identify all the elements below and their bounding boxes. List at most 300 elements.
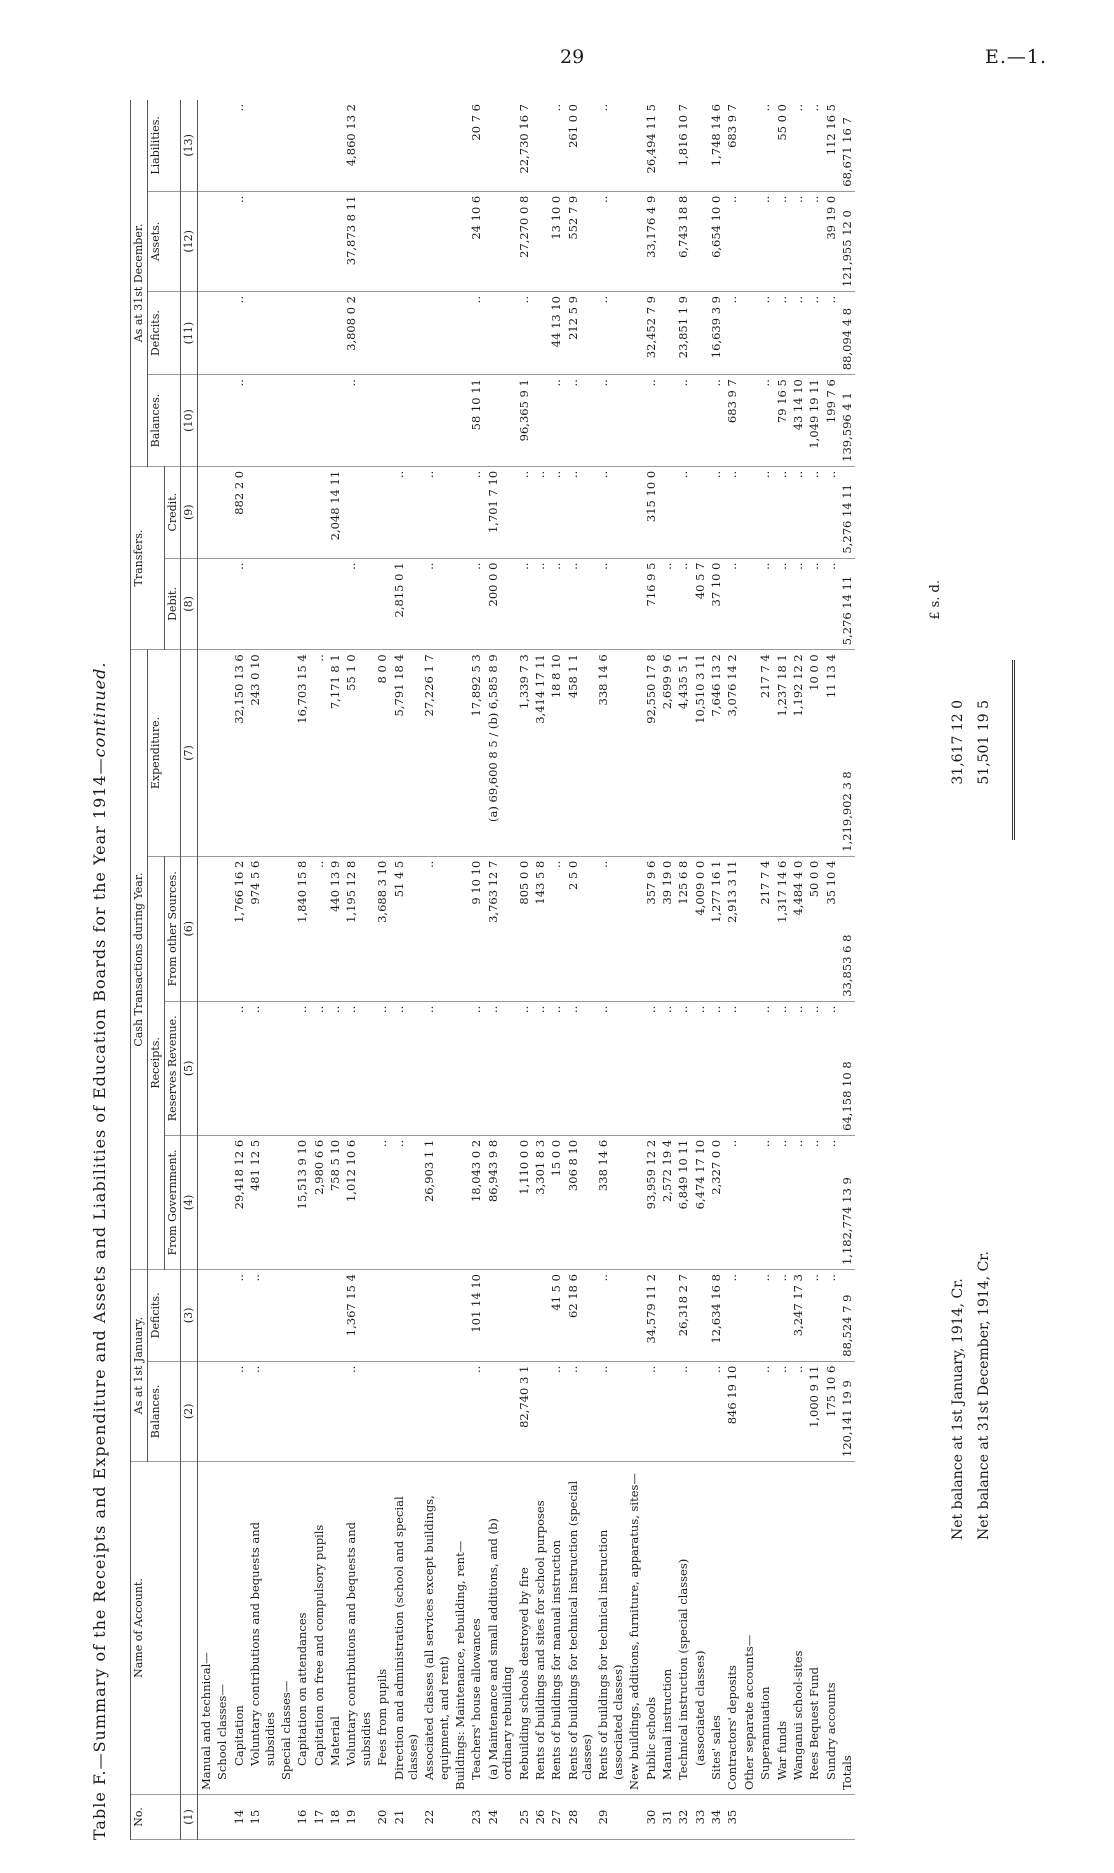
cell-from-other: 35 10 4 [823, 856, 839, 1001]
cell-dec-balances: .. [708, 375, 724, 467]
cell-from-other: 50 0 0 [806, 856, 822, 1001]
header-dec-balances: Balances. [147, 375, 181, 467]
account-name: Buildings: Maintenance, rebuilding, rent— [452, 1462, 468, 1795]
cell-from-other: 4,484 4 0 [790, 856, 806, 1001]
cell-dec-deficits: 23,851 1 9 [675, 292, 691, 375]
cell-jan-deficits [198, 1270, 215, 1362]
row-number: 31 [659, 1795, 675, 1840]
cell-expenditure [198, 650, 215, 856]
cell-assets [327, 191, 343, 291]
cell-jan-balances: .. [247, 1361, 278, 1461]
cell-dec-balances [214, 375, 230, 467]
cell-debit: .. [774, 558, 790, 650]
cell-credit: 315 10 0 [643, 466, 659, 558]
cell-liabilities: 20 7 6 [468, 100, 484, 191]
cell-credit: .. [823, 466, 839, 558]
cell-from-other: 143 5 8 [532, 856, 548, 1001]
table-row [708, 100, 724, 1840]
cell-reserves: .. [231, 1001, 247, 1135]
account-name: Rebuilding schools destroyed by fire [516, 1462, 532, 1795]
cell-dec-deficits: 212 5 9 [565, 292, 596, 375]
column-number-row [181, 100, 198, 1840]
totals-no [839, 1795, 855, 1840]
cell-credit: .. [757, 466, 773, 558]
cell-expenditure: 16,703 15 4 [294, 650, 310, 856]
account-name: Other separate accounts— [741, 1462, 757, 1795]
cell-reserves: .. [675, 1001, 691, 1135]
cell-jan-balances: .. [231, 1361, 247, 1461]
account-name: (a) Maintenance and small additions, and (b) ordinary rebuilding [485, 1462, 516, 1795]
account-name: Voluntary contributions and bequests and subsidies [247, 1462, 278, 1795]
total-expenditure: 1,219,902 3 8 [839, 650, 855, 856]
cell-jan-balances: 846 19 10 [724, 1361, 740, 1461]
header-liabilities: Liabilities. [147, 100, 181, 191]
cell-from-gov: 29,418 12 6 [231, 1135, 247, 1269]
cell-reserves: .. [774, 1001, 790, 1135]
cell-reserves [626, 1001, 642, 1135]
cell-credit: .. [806, 466, 822, 558]
cell-debit: .. [595, 558, 626, 650]
cell-assets: 39 19 0 [823, 191, 839, 291]
row-number [823, 1795, 839, 1840]
cell-credit: .. [421, 466, 452, 558]
cell-expenditure: 1,192 12 2 [790, 650, 806, 856]
cell-from-gov [198, 1135, 215, 1269]
table-row [311, 100, 327, 1840]
cell-dec-balances [485, 375, 516, 467]
cell-dec-balances [692, 375, 708, 467]
cell-debit [198, 558, 215, 650]
cell-debit [626, 558, 642, 650]
row-number [774, 1795, 790, 1840]
cell-expenditure: 17,892 5 3 [468, 650, 484, 856]
cell-liabilities: 22,730 16 7 [516, 100, 532, 191]
table-row [659, 100, 675, 1840]
cell-reserves: .. [532, 1001, 548, 1135]
cell-dec-balances: .. [343, 375, 374, 467]
cell-credit [741, 466, 757, 558]
cell-from-gov: 3,301 8 3 [532, 1135, 548, 1269]
cell-expenditure [626, 650, 642, 856]
cell-reserves [214, 1001, 230, 1135]
cell-reserves: .. [757, 1001, 773, 1135]
cell-jan-deficits [391, 1270, 422, 1362]
cell-liabilities [311, 100, 327, 191]
cell-from-gov: .. [790, 1135, 806, 1269]
cell-dec-balances: 1,049 19 11 [806, 375, 822, 467]
cell-jan-deficits: 101 14 10 [468, 1270, 484, 1362]
cell-debit: 40 5 7 [692, 558, 708, 650]
cell-liabilities [485, 100, 516, 191]
cell-assets [247, 191, 278, 291]
cell-liabilities: .. [806, 100, 822, 191]
table-row [294, 100, 310, 1840]
row-number: 20 [374, 1795, 390, 1840]
ledger-table [130, 100, 855, 1840]
account-name: Manual and technical— [198, 1462, 215, 1795]
col-num: (4) [181, 1135, 198, 1269]
cell-debit: .. [659, 558, 675, 650]
cell-from-other: 805 0 0 [516, 856, 532, 1001]
cell-jan-balances [327, 1361, 343, 1461]
header-from-gov: From Government. [164, 1135, 181, 1269]
total-dec-balances: 139,596 4 1 [839, 375, 855, 467]
cell-reserves: .. [247, 1001, 278, 1135]
cell-assets [626, 191, 642, 291]
cell-reserves: .. [485, 1001, 516, 1135]
cell-dec-deficits [391, 292, 422, 375]
cell-reserves: .. [708, 1001, 724, 1135]
row-number: 18 [327, 1795, 343, 1840]
row-number [198, 1795, 215, 1840]
cell-from-other [452, 856, 468, 1001]
cell-jan-deficits [278, 1270, 294, 1362]
cell-dec-deficits: .. [724, 292, 740, 375]
cell-credit [278, 466, 294, 558]
cell-from-gov: 758 5 10 [327, 1135, 343, 1269]
account-name: Teachers' house allowances [468, 1462, 484, 1795]
cell-from-gov: 26,903 1 1 [421, 1135, 452, 1269]
account-name: Material [327, 1462, 343, 1795]
col-num: (13) [181, 100, 198, 191]
cell-from-gov [214, 1135, 230, 1269]
header-no: No. [131, 1795, 181, 1840]
cell-assets: .. [774, 191, 790, 291]
cell-credit: .. [391, 466, 422, 558]
cell-from-gov: 481 12 5 [247, 1135, 278, 1269]
cell-jan-deficits [452, 1270, 468, 1362]
table-row [626, 100, 642, 1840]
cell-jan-balances: .. [675, 1361, 691, 1461]
cell-expenditure: .. [311, 650, 327, 856]
col-num: (12) [181, 191, 198, 291]
cell-credit: 1,701 7 10 [485, 466, 516, 558]
cell-dec-deficits [214, 292, 230, 375]
table-title [90, 100, 118, 1840]
cell-assets: 6,743 18 8 [675, 191, 691, 291]
cell-jan-deficits: 3,247 17 3 [790, 1270, 806, 1362]
table-row [806, 100, 822, 1840]
total-assets: 121,955 12 0 [839, 191, 855, 291]
header-jan-balances: Balances. [147, 1361, 181, 1461]
balance-dec-value: 51,501 19 5 [976, 700, 992, 785]
cell-debit [327, 558, 343, 650]
cell-liabilities: 55 0 0 [774, 100, 790, 191]
header-dec: As at 31st December. [131, 100, 148, 466]
cell-dec-deficits: 16,639 3 9 [708, 292, 724, 375]
cell-debit [741, 558, 757, 650]
cell-dec-deficits [327, 292, 343, 375]
cell-expenditure: 338 14 6 [595, 650, 626, 856]
header-expenditure: Expenditure. [147, 650, 181, 856]
cell-debit: .. [806, 558, 822, 650]
cell-liabilities [391, 100, 422, 191]
cell-liabilities [327, 100, 343, 191]
cell-liabilities: .. [231, 100, 247, 191]
cell-credit: .. [724, 466, 740, 558]
cell-jan-deficits [374, 1270, 390, 1362]
cell-debit [311, 558, 327, 650]
cell-jan-deficits [311, 1270, 327, 1362]
cell-jan-deficits: .. [247, 1270, 278, 1362]
cell-from-gov: .. [757, 1135, 773, 1269]
account-name: Superannuation [757, 1462, 773, 1795]
cell-liabilities [532, 100, 548, 191]
cell-dec-deficits [485, 292, 516, 375]
cell-reserves: .. [294, 1001, 310, 1135]
cell-assets [374, 191, 390, 291]
cell-credit: .. [675, 466, 691, 558]
cell-credit [311, 466, 327, 558]
cell-from-other: .. [548, 856, 564, 1001]
cell-debit: .. [343, 558, 374, 650]
table-row [231, 100, 247, 1840]
cell-dec-deficits [532, 292, 548, 375]
cell-assets: 33,176 4 9 [643, 191, 659, 291]
cell-jan-balances: .. [595, 1361, 626, 1461]
cell-expenditure: 32,150 13 6 [231, 650, 247, 856]
account-name: Rees Bequest Fund [806, 1462, 822, 1795]
header-credit: Credit. [164, 466, 181, 558]
cell-from-other [198, 856, 215, 1001]
cell-credit [198, 466, 215, 558]
cell-dec-balances: 199 7 6 [823, 375, 839, 467]
cell-debit: .. [790, 558, 806, 650]
cell-from-other: 39 19 0 [659, 856, 675, 1001]
account-name: Fees from pupils [374, 1462, 390, 1795]
cell-from-other: 1,840 15 8 [294, 856, 310, 1001]
cell-liabilities [659, 100, 675, 191]
row-number: 21 [391, 1795, 422, 1840]
cell-dec-deficits [311, 292, 327, 375]
cell-from-other: 51 4 5 [391, 856, 422, 1001]
cell-assets: .. [724, 191, 740, 291]
cell-reserves: .. [823, 1001, 839, 1135]
cell-jan-deficits: 26,318 2 7 [675, 1270, 691, 1362]
account-name: Rents of buildings for technical instruction (special classes) [565, 1462, 596, 1795]
cell-reserves [452, 1001, 468, 1135]
cell-assets [278, 191, 294, 291]
cell-debit: .. [565, 558, 596, 650]
cell-jan-balances [741, 1361, 757, 1461]
cell-debit: 2,815 0 1 [391, 558, 422, 650]
cell-dec-deficits: .. [806, 292, 822, 375]
cell-reserves: .. [790, 1001, 806, 1135]
cell-credit: .. [516, 466, 532, 558]
cell-from-gov: .. [806, 1135, 822, 1269]
account-name: Manual instruction [659, 1462, 675, 1795]
cell-jan-deficits: .. [757, 1270, 773, 1362]
table-row [516, 100, 532, 1840]
cell-liabilities [452, 100, 468, 191]
cell-from-gov: 2,980 6 6 [311, 1135, 327, 1269]
cell-liabilities [247, 100, 278, 191]
header-dec-deficits: Deficits. [147, 292, 181, 375]
row-number: 16 [294, 1795, 310, 1840]
cell-assets [214, 191, 230, 291]
cell-jan-deficits [327, 1270, 343, 1362]
balance-jan-label: Net balance at 1st January, 1914, Cr. [950, 1278, 966, 1540]
cell-expenditure [452, 650, 468, 856]
cell-from-other: 1,766 16 2 [231, 856, 247, 1001]
cell-from-gov: 6,474 17 10 [692, 1135, 708, 1269]
cell-credit: .. [468, 466, 484, 558]
cell-expenditure [741, 650, 757, 856]
cell-reserves: .. [595, 1001, 626, 1135]
cell-jan-deficits [692, 1270, 708, 1362]
cell-dec-balances [278, 375, 294, 467]
account-name: Wanganui school-sites [790, 1462, 806, 1795]
account-name: War funds [774, 1462, 790, 1795]
cell-from-other: 9 10 10 [468, 856, 484, 1001]
cell-debit [214, 558, 230, 650]
cell-debit [374, 558, 390, 650]
account-name: New buildings, additions, furniture, apparatus, sites— [626, 1462, 642, 1795]
header-from-other: From other Sources. [164, 856, 181, 1001]
cell-from-gov: 6,849 10 11 [675, 1135, 691, 1269]
cell-from-other: 440 13 9 [327, 856, 343, 1001]
cell-jan-deficits: .. [823, 1270, 839, 1362]
cell-dec-deficits: 32,452 7 9 [643, 292, 659, 375]
cell-jan-deficits [421, 1270, 452, 1362]
cell-jan-balances [452, 1361, 468, 1461]
row-number [214, 1795, 230, 1840]
ledger-body [198, 100, 840, 1840]
cell-expenditure: 10 0 0 [806, 650, 822, 856]
row-number [757, 1795, 773, 1840]
table-row [198, 100, 215, 1840]
cell-jan-balances [421, 1361, 452, 1461]
cell-jan-deficits: .. [595, 1270, 626, 1362]
cell-credit [452, 466, 468, 558]
cell-jan-balances [278, 1361, 294, 1461]
cell-assets [294, 191, 310, 291]
cell-debit: .. [675, 558, 691, 650]
row-number: 30 [643, 1795, 659, 1840]
cell-debit [294, 558, 310, 650]
rotated-table-page [90, 100, 1090, 1840]
cell-debit: 716 9 5 [643, 558, 659, 650]
cell-liabilities: 683 9 7 [724, 100, 740, 191]
cell-jan-balances: .. [774, 1361, 790, 1461]
table-title-text: Table F.—Summary of the Receipts and Expenditure and Assets and Liabilities of Education Boards for the Year 1914— [90, 757, 109, 1840]
cell-assets [452, 191, 468, 291]
cell-dec-deficits [374, 292, 390, 375]
cell-from-other: 3,688 3 10 [374, 856, 390, 1001]
cell-jan-deficits [516, 1270, 532, 1362]
cell-from-other: 357 9 6 [643, 856, 659, 1001]
cell-from-other: 1,317 14 6 [774, 856, 790, 1001]
cell-from-gov: .. [374, 1135, 390, 1269]
cell-liabilities: 1,816 10 7 [675, 100, 691, 191]
row-number: 26 [532, 1795, 548, 1840]
cell-dec-deficits: .. [231, 292, 247, 375]
cell-reserves: .. [659, 1001, 675, 1135]
table-row [675, 100, 691, 1840]
table-row [391, 100, 422, 1840]
cell-from-other: .. [421, 856, 452, 1001]
table-row [823, 100, 839, 1840]
account-name: Contractors' deposits [724, 1462, 740, 1795]
totals-label: Totals [839, 1462, 855, 1795]
cell-jan-deficits [294, 1270, 310, 1362]
cell-jan-balances: .. [757, 1361, 773, 1461]
account-name: Rents of buildings and sites for school purposes [532, 1462, 548, 1795]
cell-debit: .. [516, 558, 532, 650]
cell-from-gov: .. [823, 1135, 839, 1269]
table-row [790, 100, 806, 1840]
page-number: 29 [560, 46, 585, 68]
cell-from-gov: 2,572 19 4 [659, 1135, 675, 1269]
cell-debit: .. [532, 558, 548, 650]
cell-dec-deficits [626, 292, 642, 375]
cell-credit: .. [565, 466, 596, 558]
cell-credit [294, 466, 310, 558]
cell-from-other: 974 5 6 [247, 856, 278, 1001]
cell-reserves: .. [565, 1001, 596, 1135]
cell-dec-deficits [692, 292, 708, 375]
cell-debit: .. [823, 558, 839, 650]
cell-reserves: .. [806, 1001, 822, 1135]
cell-dec-balances [311, 375, 327, 467]
row-number: 24 [485, 1795, 516, 1840]
total-from-other: 33,853 6 8 [839, 856, 855, 1001]
cell-debit [452, 558, 468, 650]
account-name: Public schools [643, 1462, 659, 1795]
cell-from-gov [741, 1135, 757, 1269]
cell-reserves: .. [391, 1001, 422, 1135]
header-name: Name of Account. [131, 1462, 181, 1795]
cell-jan-deficits: .. [806, 1270, 822, 1362]
cell-liabilities [198, 100, 215, 191]
cell-reserves: .. [343, 1001, 374, 1135]
cell-jan-deficits [659, 1270, 675, 1362]
cell-dec-balances [327, 375, 343, 467]
cell-jan-deficits: 62 18 6 [565, 1270, 596, 1362]
cell-liabilities: 112 16 5 [823, 100, 839, 191]
cell-from-gov: 1,012 10 6 [343, 1135, 374, 1269]
row-number: 22 [421, 1795, 452, 1840]
table-row [724, 100, 740, 1840]
cell-assets: .. [806, 191, 822, 291]
cell-credit: .. [708, 466, 724, 558]
cell-assets [659, 191, 675, 291]
cell-liabilities [626, 100, 642, 191]
cell-reserves: .. [516, 1001, 532, 1135]
cell-reserves: .. [643, 1001, 659, 1135]
cell-from-other: 2,913 3 11 [724, 856, 740, 1001]
cell-jan-balances [532, 1361, 548, 1461]
cell-expenditure: 217 7 4 [757, 650, 773, 856]
account-name: Voluntary contributions and bequests and subsidies [343, 1462, 374, 1795]
table-row [595, 100, 626, 1840]
table-row [565, 100, 596, 1840]
cell-dec-deficits [278, 292, 294, 375]
cell-dec-deficits: .. [757, 292, 773, 375]
cell-reserves: .. [692, 1001, 708, 1135]
cell-dec-balances: .. [757, 375, 773, 467]
cell-jan-balances: .. [343, 1361, 374, 1461]
cell-jan-balances [659, 1361, 675, 1461]
cell-from-gov: .. [774, 1135, 790, 1269]
account-name: Sites' sales [708, 1462, 724, 1795]
cell-jan-balances: 82,740 3 1 [516, 1361, 532, 1461]
cell-liabilities: 26,494 11 5 [643, 100, 659, 191]
account-name: Rents of buildings for manual instruction [548, 1462, 564, 1795]
cell-assets: 552 7 9 [565, 191, 596, 291]
cell-liabilities [294, 100, 310, 191]
total-liabilities: 68,671 16 7 [839, 100, 855, 191]
